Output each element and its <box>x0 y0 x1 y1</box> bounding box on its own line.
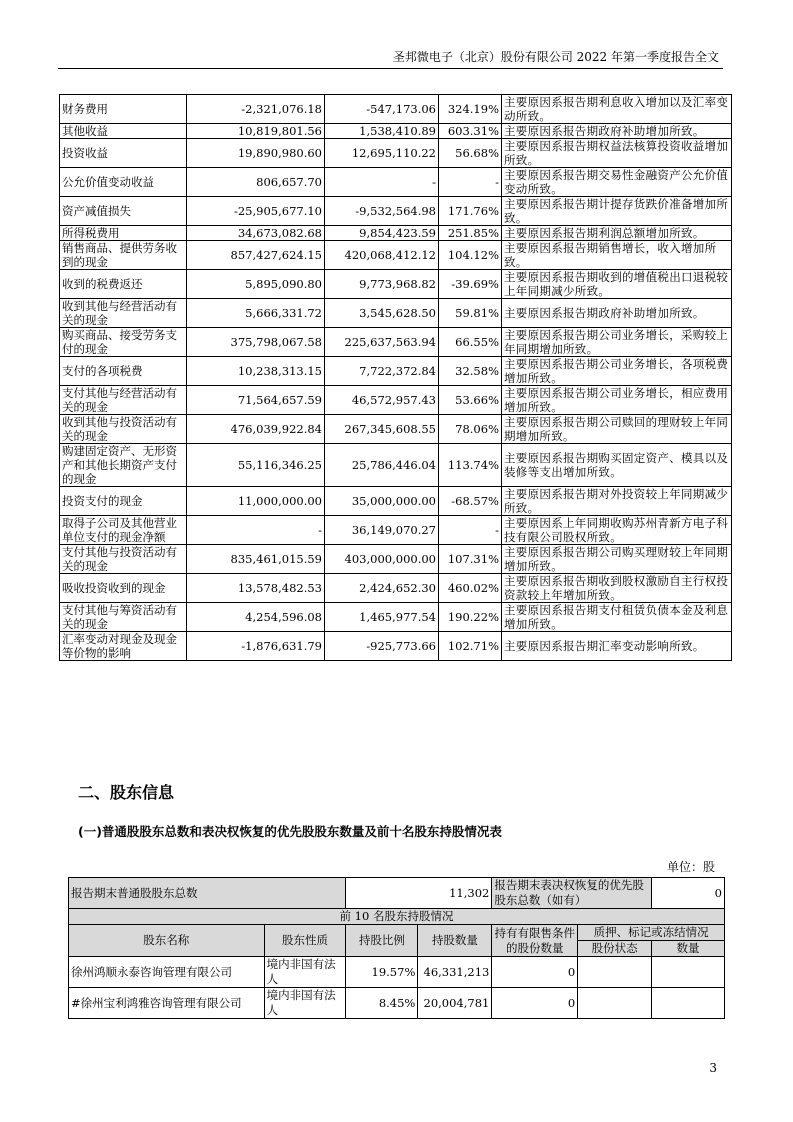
row-current-value: -2,321,076.18 <box>187 95 325 124</box>
shareholder-qty <box>652 988 725 1019</box>
change-table-row <box>60 386 732 415</box>
row-previous-value: 2,424,652.30 <box>325 574 439 603</box>
shareholder-table <box>68 877 725 1019</box>
row-item-name: 购买商品、接受劳务支付的现金 <box>60 328 187 357</box>
row-change-reason: 主要原因系报告期公司购买理财较上年同期增加所致。 <box>502 545 732 574</box>
row-current-value: 476,039,922.84 <box>187 415 325 444</box>
row-previous-value: 9,773,968.82 <box>325 270 439 299</box>
row-previous-value: 267,345,608.55 <box>325 415 439 444</box>
row-change-percent: 56.68% <box>439 139 502 168</box>
change-table-row <box>60 545 732 574</box>
row-change-percent: 53.66% <box>439 386 502 415</box>
row-change-percent: 460.02% <box>439 574 502 603</box>
row-previous-value: 12,695,110.22 <box>325 139 439 168</box>
row-change-reason: 主要原因系报告期收到的增值税出口退税较上年同期减少所致。 <box>502 270 732 299</box>
row-previous-value: 46,572,957.43 <box>325 386 439 415</box>
shareholder-row <box>69 957 725 988</box>
row-item-name: 收到的税费返还 <box>60 270 187 299</box>
header-qty: 数量 <box>652 941 725 957</box>
row-change-reason: 主要原因系报告期购买固定资产、模具以及装修等支出增加所致。 <box>502 444 732 487</box>
header-pledge: 质押、标记或冻结情况 <box>578 925 725 941</box>
row-change-reason: 主要原因系报告期利息收入增加以及汇率变动所致。 <box>502 95 732 124</box>
shareholder-row <box>69 988 725 1019</box>
row-current-value: 5,895,090.80 <box>187 270 325 299</box>
change-table-row <box>60 516 732 545</box>
row-previous-value: 36,149,070.27 <box>325 516 439 545</box>
shareholder-nature: 境内非国有法人 <box>264 957 346 988</box>
row-item-name: 收到其他与经营活动有关的现金 <box>60 299 187 328</box>
row-item-name: 支付的各项税费 <box>60 357 187 386</box>
row-previous-value: 403,000,000.00 <box>325 545 439 574</box>
document-header-title: 圣邦微电子（北京）股份有限公司 2022 年第一季度报告全文 <box>392 50 719 64</box>
row-item-name: 收到其他与投资活动有关的现金 <box>60 415 187 444</box>
shareholder-amount: 20,004,781 <box>418 988 492 1019</box>
page-number: 3 <box>709 1061 717 1075</box>
change-table-row <box>60 139 732 168</box>
row-change-percent: - <box>439 168 502 197</box>
row-change-percent: 104.12% <box>439 241 502 270</box>
row-previous-value: 420,068,412.12 <box>325 241 439 270</box>
header-name: 股东名称 <box>69 925 265 957</box>
row-current-value: 10,238,313.15 <box>187 357 325 386</box>
header-restricted: 持有有限售条件的股份数量 <box>492 925 578 957</box>
change-table-row <box>60 168 732 197</box>
change-table-row <box>60 197 732 226</box>
header-row-1 <box>69 925 725 941</box>
row-change-percent: 102.71% <box>439 632 502 661</box>
change-table-row <box>60 357 732 386</box>
row-current-value: 11,000,000.00 <box>187 487 325 516</box>
shareholder-restricted: 0 <box>492 988 578 1019</box>
change-table-row <box>60 270 732 299</box>
row-current-value: - <box>187 516 325 545</box>
change-table-row <box>60 603 732 632</box>
row-change-reason: 主要原因系报告期对外投资较上年同期减少所致。 <box>502 487 732 516</box>
top10-title-row <box>69 909 725 925</box>
shareholder-name: 徐州鸿顺永泰咨询管理有限公司 <box>69 957 265 988</box>
preferred-shareholders-label: 报告期末表决权恢复的优先股股东总数（如有） <box>492 878 652 909</box>
row-current-value: 806,657.70 <box>187 168 325 197</box>
change-table-body <box>60 95 732 661</box>
row-item-name: 购建固定资产、无形资产和其他长期资产支付的现金 <box>60 444 187 487</box>
header-rule <box>58 68 723 69</box>
header-nature: 股东性质 <box>264 925 346 957</box>
row-previous-value: 9,854,423.59 <box>325 226 439 241</box>
row-item-name: 支付其他与经营活动有关的现金 <box>60 386 187 415</box>
row-change-reason: 主要原因系报告期公司业务增长，采购较上年同期增加所致。 <box>502 328 732 357</box>
row-change-reason: 主要原因系报告期政府补助增加所致。 <box>502 124 732 139</box>
row-previous-value: -547,173.06 <box>325 95 439 124</box>
row-change-reason: 主要原因系报告期交易性金融资产公允价值变动所致。 <box>502 168 732 197</box>
preferred-shareholders-value: 0 <box>652 878 725 909</box>
row-previous-value: 225,637,563.94 <box>325 328 439 357</box>
row-change-reason: 主要原因系报告期利润总额增加所致。 <box>502 226 732 241</box>
row-previous-value: -925,773.66 <box>325 632 439 661</box>
row-item-name: 资产减值损失 <box>60 197 187 226</box>
shareholder-ratio: 19.57% <box>346 957 418 988</box>
change-table-row <box>60 632 732 661</box>
change-table-row <box>60 95 732 124</box>
row-item-name: 支付其他与投资活动有关的现金 <box>60 545 187 574</box>
total-shareholders-label: 报告期末普通股股东总数 <box>69 878 346 909</box>
row-item-name: 支付其他与筹资活动有关的现金 <box>60 603 187 632</box>
row-change-percent: 66.55% <box>439 328 502 357</box>
change-table-row <box>60 574 732 603</box>
row-previous-value: 1,465,977.54 <box>325 603 439 632</box>
row-item-name: 公允价值变动收益 <box>60 168 187 197</box>
row-change-reason: 主要原因系报告期政府补助增加所致。 <box>502 299 732 328</box>
income-cashflow-change-table <box>59 94 732 661</box>
row-change-reason: 主要原因系报告期公司业务增长，相应费用增加所致。 <box>502 386 732 415</box>
row-change-percent: 59.81% <box>439 299 502 328</box>
unit-label: 单位：股 <box>666 860 715 874</box>
row-current-value: 13,578,482.53 <box>187 574 325 603</box>
row-change-reason: 主要原因系报告期公司赎回的理财较上年同期增加所致。 <box>502 415 732 444</box>
change-table-row <box>60 415 732 444</box>
change-table-row <box>60 328 732 357</box>
row-change-percent: 78.06% <box>439 415 502 444</box>
row-item-name: 投资支付的现金 <box>60 487 187 516</box>
row-item-name: 汇率变动对现金及现金等价物的影响 <box>60 632 187 661</box>
shareholder-nature: 境内非国有法人 <box>264 988 346 1019</box>
row-current-value: 19,890,980.60 <box>187 139 325 168</box>
row-change-percent: 113.74% <box>439 444 502 487</box>
row-previous-value: 7,722,372.84 <box>325 357 439 386</box>
row-change-reason: 主要原因系报告期计提存货跌价准备增加所致。 <box>502 197 732 226</box>
shareholder-amount: 46,331,213 <box>418 957 492 988</box>
row-current-value: 34,673,082.68 <box>187 226 325 241</box>
row-change-percent: 32.58% <box>439 357 502 386</box>
top10-title: 前 10 名股东持股情况 <box>69 909 725 925</box>
row-item-name: 吸收投资收到的现金 <box>60 574 187 603</box>
shareholder-ratio: 8.45% <box>346 988 418 1019</box>
section-subtitle: (一)普通股股东总数和表决权恢复的优先股股东数量及前十名股东持股情况表 <box>78 824 502 839</box>
row-previous-value: - <box>325 168 439 197</box>
row-change-reason: 主要原因系上年同期收购苏州青新方电子科技有限公司股权所致。 <box>502 516 732 545</box>
shareholder-status <box>578 988 652 1019</box>
shareholder-status <box>578 957 652 988</box>
header-ratio: 持股比例 <box>346 925 418 957</box>
change-table-row <box>60 444 732 487</box>
total-shareholders-value: 11,302 <box>346 878 492 909</box>
row-current-value: 857,427,624.15 <box>187 241 325 270</box>
row-item-name: 所得税费用 <box>60 226 187 241</box>
row-item-name: 其他收益 <box>60 124 187 139</box>
row-previous-value: 3,545,628.50 <box>325 299 439 328</box>
row-change-reason: 主要原因系报告期收到股权激励自主行权投资款较上年增加所致。 <box>502 574 732 603</box>
shareholder-restricted: 0 <box>492 957 578 988</box>
row-change-reason: 主要原因系报告期销售增长，收入增加所致。 <box>502 241 732 270</box>
row-change-percent: 171.76% <box>439 197 502 226</box>
change-table-row <box>60 241 732 270</box>
row-change-percent: -68.57% <box>439 487 502 516</box>
row-item-name: 销售商品、提供劳务收到的现金 <box>60 241 187 270</box>
row-item-name: 取得子公司及其他营业单位支付的现金净额 <box>60 516 187 545</box>
shareholder-total-row <box>69 878 725 909</box>
row-change-percent: 251.85% <box>439 226 502 241</box>
row-change-percent: -39.69% <box>439 270 502 299</box>
row-change-percent: 107.31% <box>439 545 502 574</box>
shareholder-qty <box>652 957 725 988</box>
change-table-row <box>60 124 732 139</box>
row-change-reason: 主要原因系报告期汇率变动影响所致。 <box>502 632 732 661</box>
row-current-value: 5,666,331.72 <box>187 299 325 328</box>
shareholder-name: #徐州宝利鸿雅咨询管理有限公司 <box>69 988 265 1019</box>
row-current-value: 55,116,346.25 <box>187 444 325 487</box>
row-item-name: 投资收益 <box>60 139 187 168</box>
row-change-reason: 主要原因系报告期公司业务增长，各项税费增加所致。 <box>502 357 732 386</box>
change-table-row <box>60 226 732 241</box>
row-current-value: 10,819,801.56 <box>187 124 325 139</box>
row-current-value: 4,254,596.08 <box>187 603 325 632</box>
row-current-value: -25,905,677.10 <box>187 197 325 226</box>
header-amount: 持股数量 <box>418 925 492 957</box>
row-previous-value: 25,786,446.04 <box>325 444 439 487</box>
row-current-value: 71,564,657.59 <box>187 386 325 415</box>
row-previous-value: 35,000,000.00 <box>325 487 439 516</box>
row-current-value: 835,461,015.59 <box>187 545 325 574</box>
row-change-percent: 190.22% <box>439 603 502 632</box>
row-previous-value: -9,532,564.98 <box>325 197 439 226</box>
header-status: 股份状态 <box>578 941 652 957</box>
row-change-reason: 主要原因系报告期权益法核算投资收益增加所致。 <box>502 139 732 168</box>
change-table-row <box>60 299 732 328</box>
row-change-reason: 主要原因系报告期支付租赁负债本金及利息增加所致。 <box>502 603 732 632</box>
change-table-row <box>60 487 732 516</box>
row-current-value: -1,876,631.79 <box>187 632 325 661</box>
row-item-name: 财务费用 <box>60 95 187 124</box>
section-title: 二、股东信息 <box>78 783 175 802</box>
row-current-value: 375,798,067.58 <box>187 328 325 357</box>
row-change-percent: - <box>439 516 502 545</box>
row-change-percent: 603.31% <box>439 124 502 139</box>
row-previous-value: 1,538,410.89 <box>325 124 439 139</box>
row-change-percent: 324.19% <box>439 95 502 124</box>
